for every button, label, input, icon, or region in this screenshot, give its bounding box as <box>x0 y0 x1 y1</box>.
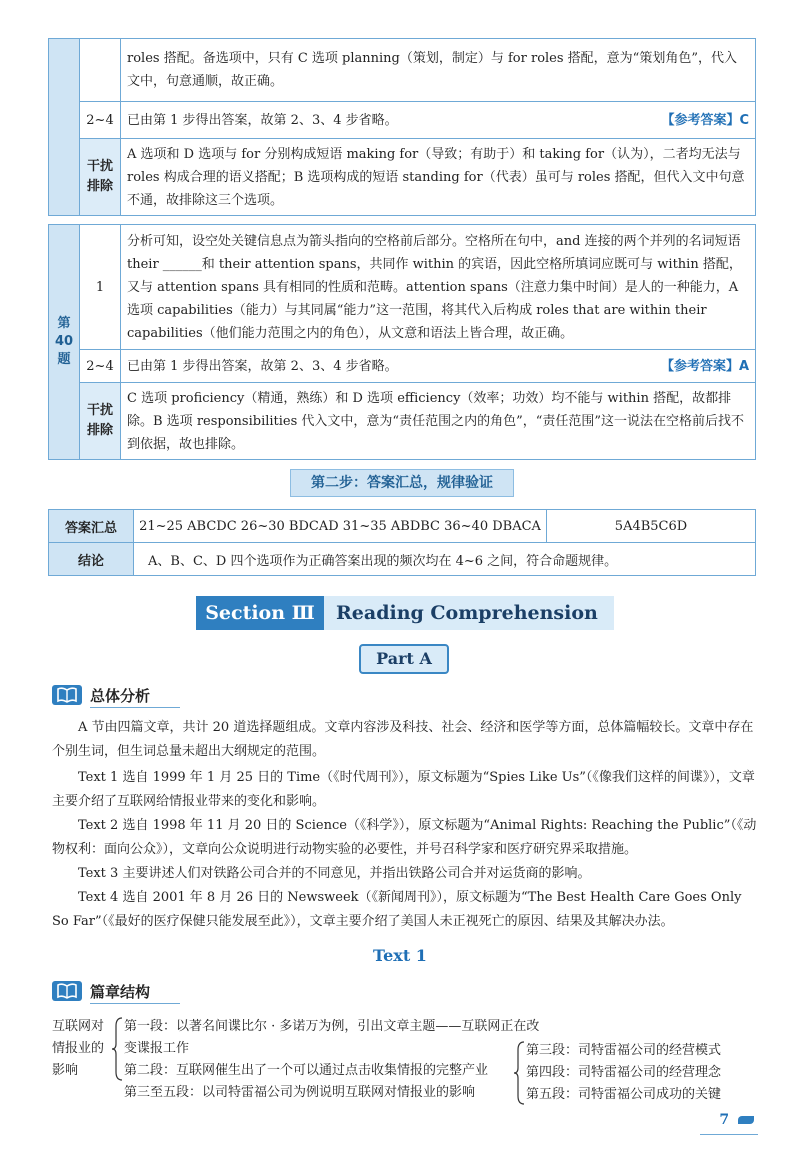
q40-row3: C 选项 proficiency（精通，熟练）和 D 选项 efficiency（效率；功效）均不能与 within 搭配，故都排除。B 选项 responsibilities 代入文中，意为“责任范围之内的角色”，“责任范围”这一说法在空格前后找不到依据，故也排除。 <box>121 383 756 460</box>
summary-count: 5A4B5C6D <box>547 510 756 543</box>
q40-table <box>48 224 756 460</box>
root-brace <box>110 1016 124 1082</box>
part-a-badge: Part A <box>359 644 449 674</box>
structure-root-line2: 情报业的 <box>52 1041 105 1056</box>
overall-p5: Text 4 选自 2001 年 8 月 26 日的 Newsweek（《新闻周刊》），原文标题为“The Best Health Care Goes Only So Far”（《最好的医疗保健只能发展至此》），文章主要介绍了美国人未正视死亡的原因、结果及其解决办法。 <box>52 890 742 929</box>
q39-row1: roles 搭配。备选项中，只有 C 选项 planning（策划，制定）与 for roles 搭配，意为“策划角色”，代入文中，句意通顺，故正确。 <box>121 39 756 102</box>
overall-p2: Text 1 选自 1999 年 1 月 25 日的 Time（《时代周刊》），原文标题为“Spies Like Us”（《像我们这样的间谍》），文章主要介绍了互联网给情报业带来的变化和影响。 <box>52 770 755 809</box>
overall-heading: 总体分析 <box>90 687 151 705</box>
section-number: Section Ⅲ <box>205 602 315 624</box>
q39-step2: 2~4 <box>80 102 121 139</box>
structure-heading-row <box>52 980 762 1004</box>
structure-sub-3: 第五段：司特雷福公司成功的关键 <box>526 1087 722 1102</box>
structure-branches <box>124 1016 544 1104</box>
q39-answer: 【参考答案】C <box>661 112 749 128</box>
q39-table <box>48 38 756 216</box>
book-icon <box>52 981 82 1001</box>
structure-branch-1: 第一段：以著名间谍比尔 · 多诺万为例，引出文章主题——互联网正在改变谍报工作 <box>124 1019 540 1056</box>
page-number-rule <box>700 1134 758 1135</box>
structure-sub-1: 第三段：司特雷福公司的经营模式 <box>526 1043 722 1058</box>
conclusion-text: A、B、C、D 四个选项作为正确答案出现的频次均在 4~6 之间，符合命题规律。 <box>134 543 756 576</box>
section-number-box <box>196 596 324 630</box>
heading-underline <box>90 707 180 708</box>
overall-heading-row <box>52 684 762 708</box>
summary-header: 答案汇总 <box>49 510 134 543</box>
structure-root-line1: 互联网对 <box>52 1019 105 1034</box>
page-number: 7 <box>719 1112 730 1128</box>
structure-root <box>52 1016 112 1082</box>
structure-root-line3: 影响 <box>52 1063 79 1078</box>
structure-branch-3: 第三至五段：以司特雷福公司为例说明互联网对情报业的影响 <box>124 1085 476 1100</box>
step2-banner: 第二步：答案汇总，规律验证 <box>290 469 514 497</box>
q40-row2-text: 已由第 1 步得出答案，故第 2、3、4 步省略。 <box>127 358 398 374</box>
section-title: Reading Comprehension <box>336 602 598 624</box>
structure-sub-2: 第四段：司特雷福公司的经营理念 <box>526 1065 722 1080</box>
sub-brace <box>512 1040 526 1106</box>
q39-row2 <box>121 102 756 139</box>
overall-p1: A 节由四篇文章，共计 20 道选择题组成。文章内容涉及科技、社会、经济和医学等方面，总体篇幅较长。文章中存在个别生词，但生词总量未超出大纲规定的范围。 <box>52 720 754 759</box>
q40-row1: 分析可知，设空处关键信息点为箭头指向的空格前后部分。空格所在句中，and 连接的两个并列的名词短语 their ______和 their attention spans，共同作 within 的宾语，因此空格所填词应既可与 within 搭配，又与 attention spans 具有相同的性质和范畴。attention spans（注意力集中时间）是人的一种能力，A 选项 capabilities（能力）与其同属“能力”这一范围，将其代入后构成 roles that are within their capabilities（他们能力范围之内的角色），从文意和语法上皆合理，故正确。 <box>121 225 756 350</box>
conclusion-header: 结论 <box>49 543 134 576</box>
page-arrow-icon <box>738 1116 754 1124</box>
book-icon <box>52 685 82 705</box>
summary-table <box>48 509 756 576</box>
structure-subbranches <box>526 1040 762 1106</box>
overall-p4: Text 3 主要讲述人们对铁路公司合并的不同意见，并指出铁路公司合并对运货商的影响。 <box>78 866 591 881</box>
structure-branch-2: 第二段：互联网催生出了一个可以通过点击收集情报的完整产业 <box>124 1063 489 1078</box>
page-number-row <box>719 1112 754 1128</box>
q40-step2: 2~4 <box>80 350 121 383</box>
q40-distractor-label: 干扰排除 <box>80 383 121 460</box>
heading-underline <box>90 1003 180 1004</box>
summary-answers: 21~25 ABCDC 26~30 BDCAD 31~35 ABDBC 36~40 DBACA <box>134 510 547 543</box>
section-banner <box>196 596 614 630</box>
q40-row2 <box>121 350 756 383</box>
q39-row2-text: 已由第 1 步得出答案，故第 2、3、4 步省略。 <box>127 112 398 128</box>
q40-side-label: 第40题 <box>49 225 80 460</box>
q39-step1 <box>80 39 121 102</box>
section-title-box <box>324 596 614 630</box>
text1-title: Text 1 <box>373 946 427 965</box>
q39-row3: A 选项和 D 选项与 for 分别构成短语 making for（导致；有助于）和 taking for（认为），二者均无法与 roles 构成合理的语义搭配；B 选项构成的短语 standing for（代表）虽可与 roles 搭配，但代入文中句意不通，故排除这三个选项。 <box>121 139 756 216</box>
q39-side <box>49 39 80 216</box>
q40-step1: 1 <box>80 225 121 350</box>
q39-distractor-label: 干扰排除 <box>80 139 121 216</box>
structure-heading: 篇章结构 <box>90 983 151 1001</box>
overall-p3: Text 2 选自 1998 年 11 月 20 日的 Science（《科学》），原文标题为“Animal Rights: Reaching the Public”（《动物权利：面向公众》），文章向公众说明进行动物实验的必要性，并号召科学家和医疗研究界采取措施。 <box>52 818 757 857</box>
q40-answer: 【参考答案】A <box>660 358 749 374</box>
